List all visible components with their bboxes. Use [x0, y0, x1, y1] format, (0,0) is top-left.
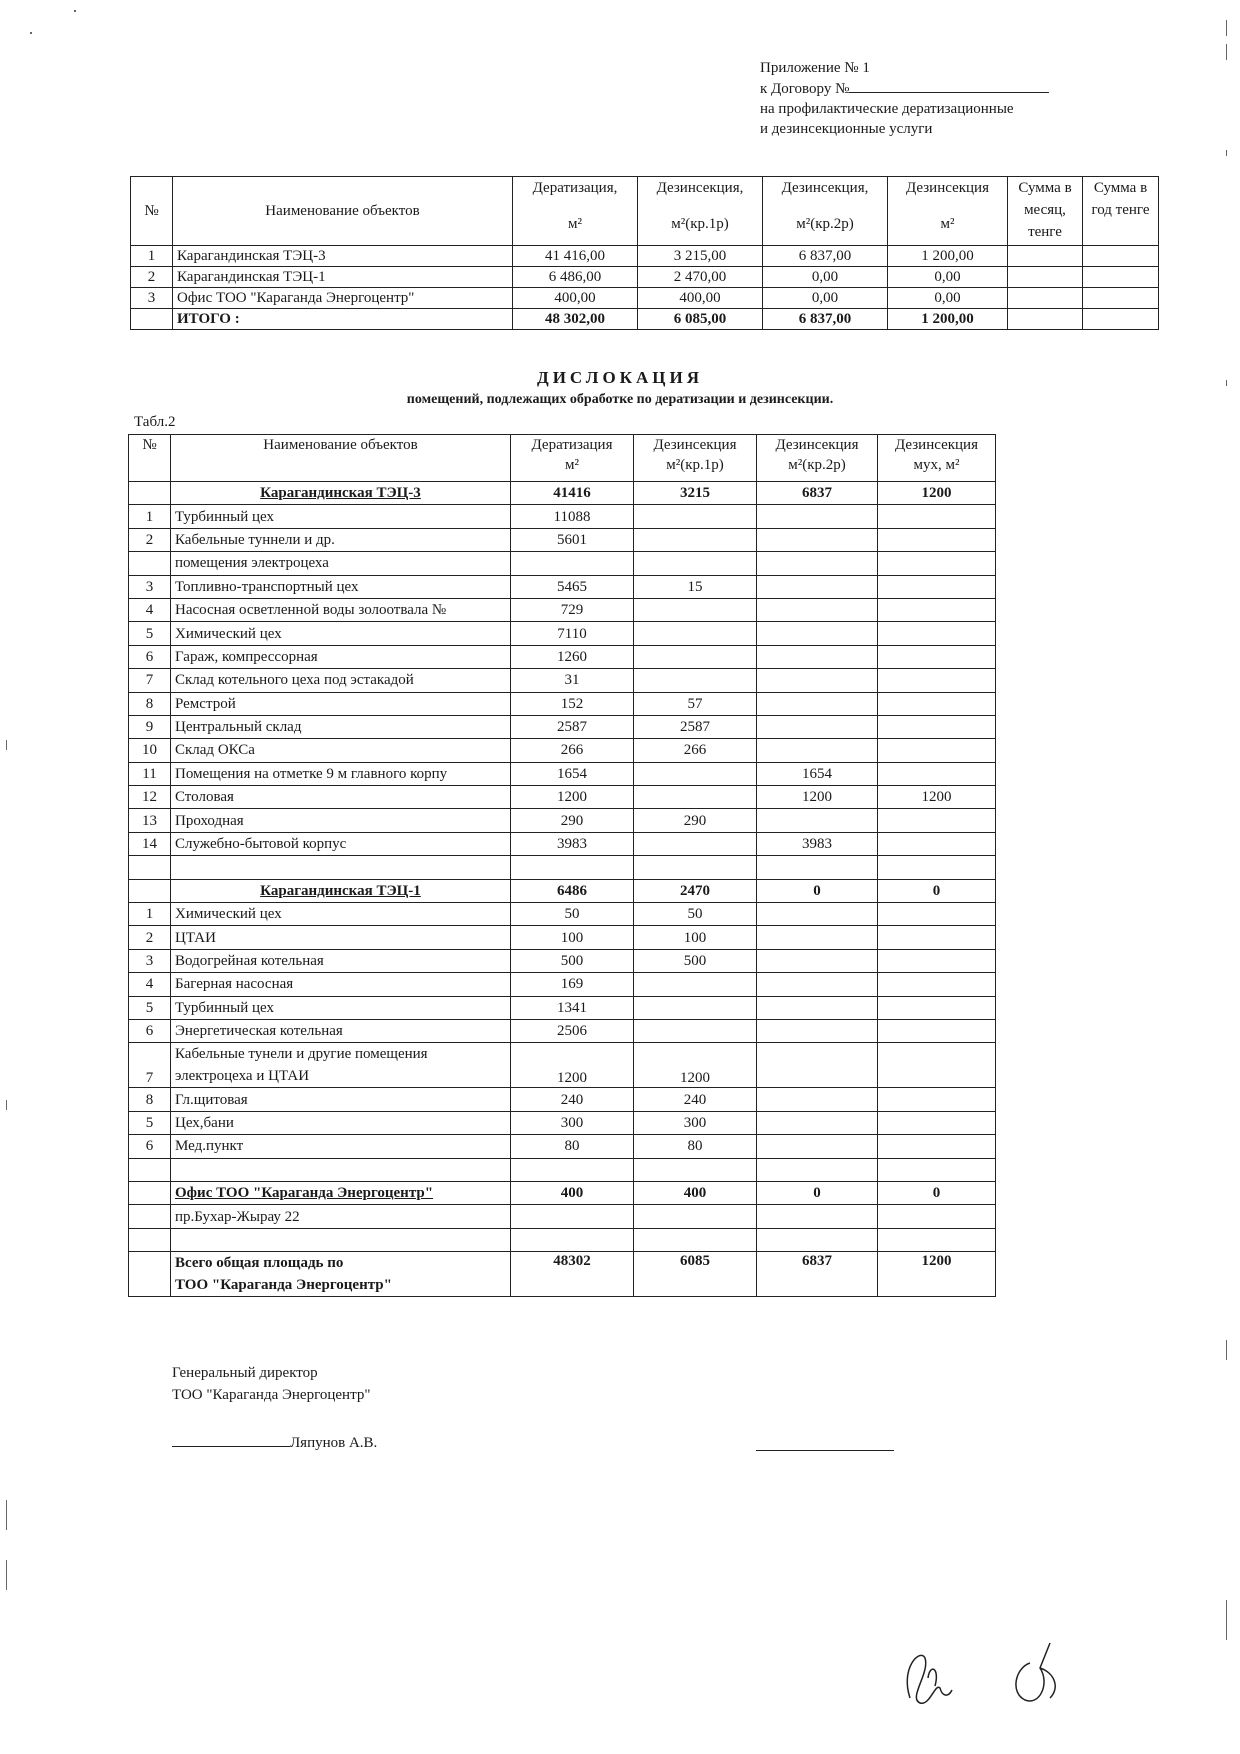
col-disinsection-flies-header: Дезинсекция мух, м²	[878, 435, 996, 482]
table-row: 12 Столовая 1200 1200 1200	[129, 786, 996, 809]
tec3-rows	[129, 505, 996, 856]
tec1-rows-b	[129, 1088, 996, 1158]
table-row: 6 Мед.пункт 80 80	[129, 1135, 996, 1158]
signer-name-line	[172, 1432, 377, 1454]
table-row: 3 Офис ТОО "Караганда Энергоцентр" 400,00 400,00 0,00 0,00	[131, 288, 1159, 309]
section-row-tec3: Карагандинская ТЭЦ-3 41416 3215 6837 1200	[129, 482, 996, 505]
table-row: 11 Помещения на отметке 9 м главного корпу 1654 1654	[129, 762, 996, 785]
appendix-header	[760, 58, 1049, 139]
table-row: 1 Химический цех 50 50	[129, 903, 996, 926]
table-row: 10 Склад ОКСа 266 266	[129, 739, 996, 762]
summary-total-row: ИТОГО : 48 302,00 6 085,00 6 837,00 1 200,00	[131, 309, 1159, 330]
dislocation-header-row	[129, 435, 996, 482]
table-label: Табл.2	[134, 414, 176, 430]
services-line: на профилактические дератизационные	[760, 101, 1014, 117]
summary-table	[130, 176, 1159, 330]
table-row: 8 Гл.щитовая 240 240	[129, 1088, 996, 1111]
table-row: 4 Насосная осветленной воды золоотвала № 729	[129, 598, 996, 621]
summary-header-row	[131, 177, 1159, 246]
office-address-row: пр.Бухар-Жырау 22	[129, 1205, 996, 1228]
dislocation-subtitle: помещений, подлежащих обработке по дератизации и дезинсекции.	[406, 392, 834, 407]
handwritten-signatures	[890, 1628, 1090, 1718]
col-year-sum-header: Сумма в год тенге	[1083, 177, 1159, 246]
table-row: 7 Склад котельного цеха под эстакадой 31	[129, 669, 996, 692]
spacer-row	[129, 856, 996, 879]
signer-position: Генеральный директор	[172, 1365, 318, 1381]
col-deratization-header: Дератизация м²	[511, 435, 634, 482]
col-disinsection-2-header: Дезинсекция, м²(кр.2р)	[763, 177, 888, 246]
signer-company: ТОО "Караганда Энергоцентр"	[172, 1387, 371, 1403]
signature-block	[172, 1362, 370, 1406]
second-signature-blank	[756, 1450, 894, 1451]
section-row-office: Офис ТОО "Караганда Энергоцентр" 400 400 0 0	[129, 1181, 996, 1204]
col-disinsection-1-header: Дезинсекция, м²(кр.1р)	[638, 177, 763, 246]
appendix-number: Приложение № 1	[760, 60, 870, 76]
table-row: 4 Багерная насосная 169	[129, 973, 996, 996]
spacer-row	[129, 1228, 996, 1251]
table-row: 3 Топливно-транспортный цех 5465 15	[129, 575, 996, 598]
col-month-sum-header: Сумма в месяц, тенге	[1008, 177, 1083, 246]
col-num-header: №	[129, 435, 171, 482]
spacer-row	[129, 1158, 996, 1181]
table-row: 1 Турбинный цех 11088	[129, 505, 996, 528]
table-row: 6 Энергетическая котельная 2506	[129, 1019, 996, 1042]
table-row: 6 Гараж, компрессорная 1260	[129, 645, 996, 668]
table-row: 1 Карагандинская ТЭЦ-3 41 416,00 3 215,00 6 837,00 1 200,00	[131, 246, 1159, 267]
services-line-2: и дезинсекционные услуги	[760, 121, 933, 137]
table-row: 8 Ремстрой 152 57	[129, 692, 996, 715]
table-row: помещения электроцеха	[129, 552, 996, 575]
table-row: 2 Кабельные туннели и др. 5601	[129, 528, 996, 551]
col-disinsection-1-header: Дезинсекция м²(кр.1р)	[634, 435, 757, 482]
grand-total-row: Всего общая площадь по ТОО "Караганда Энергоцентр" 48302 6085 6837 1200	[129, 1252, 996, 1297]
table-row: 5 Цех,бани 300 300	[129, 1111, 996, 1134]
col-disinsection-2-header: Дезинсекция м²(кр.2р)	[757, 435, 878, 482]
signer-name: Ляпунов А.В.	[290, 1435, 378, 1451]
table-row: 2 ЦТАИ 100 100	[129, 926, 996, 949]
dislocation-title: ДИСЛОКАЦИЯ	[537, 368, 703, 387]
table-row: 2 Карагандинская ТЭЦ-1 6 486,00 2 470,00 0,00 0,00	[131, 267, 1159, 288]
dislocation-table	[128, 434, 996, 1297]
contract-number-blank	[849, 78, 1049, 93]
tec1-rows	[129, 903, 996, 1043]
col-num-header: №	[131, 177, 173, 246]
col-name-header: Наименование объектов	[173, 177, 513, 246]
table-row: 13 Проходная 290 290	[129, 809, 996, 832]
section-row-tec1: Карагандинская ТЭЦ-1 6486 2470 0 0	[129, 879, 996, 902]
table-row: 14 Служебно-бытовой корпус 3983 3983	[129, 832, 996, 855]
col-deratization-header: Дератизация, м²	[513, 177, 638, 246]
col-disinsection-flies-header: Дезинсекция м²	[888, 177, 1008, 246]
table-row: 5 Химический цех 7110	[129, 622, 996, 645]
table-row: 7 Кабельные тунели и другие помещения электроцеха и ЦТАИ 1200 1200	[129, 1043, 996, 1088]
col-name-header: Наименование объектов	[171, 435, 511, 482]
signature-blank	[172, 1432, 290, 1447]
table-row: 5 Турбинный цех 1341	[129, 996, 996, 1019]
table-row: 3 Водогрейная котельная 500 500	[129, 949, 996, 972]
table-row: 9 Центральный склад 2587 2587	[129, 715, 996, 738]
contract-ref: к Договору №	[760, 78, 1049, 99]
